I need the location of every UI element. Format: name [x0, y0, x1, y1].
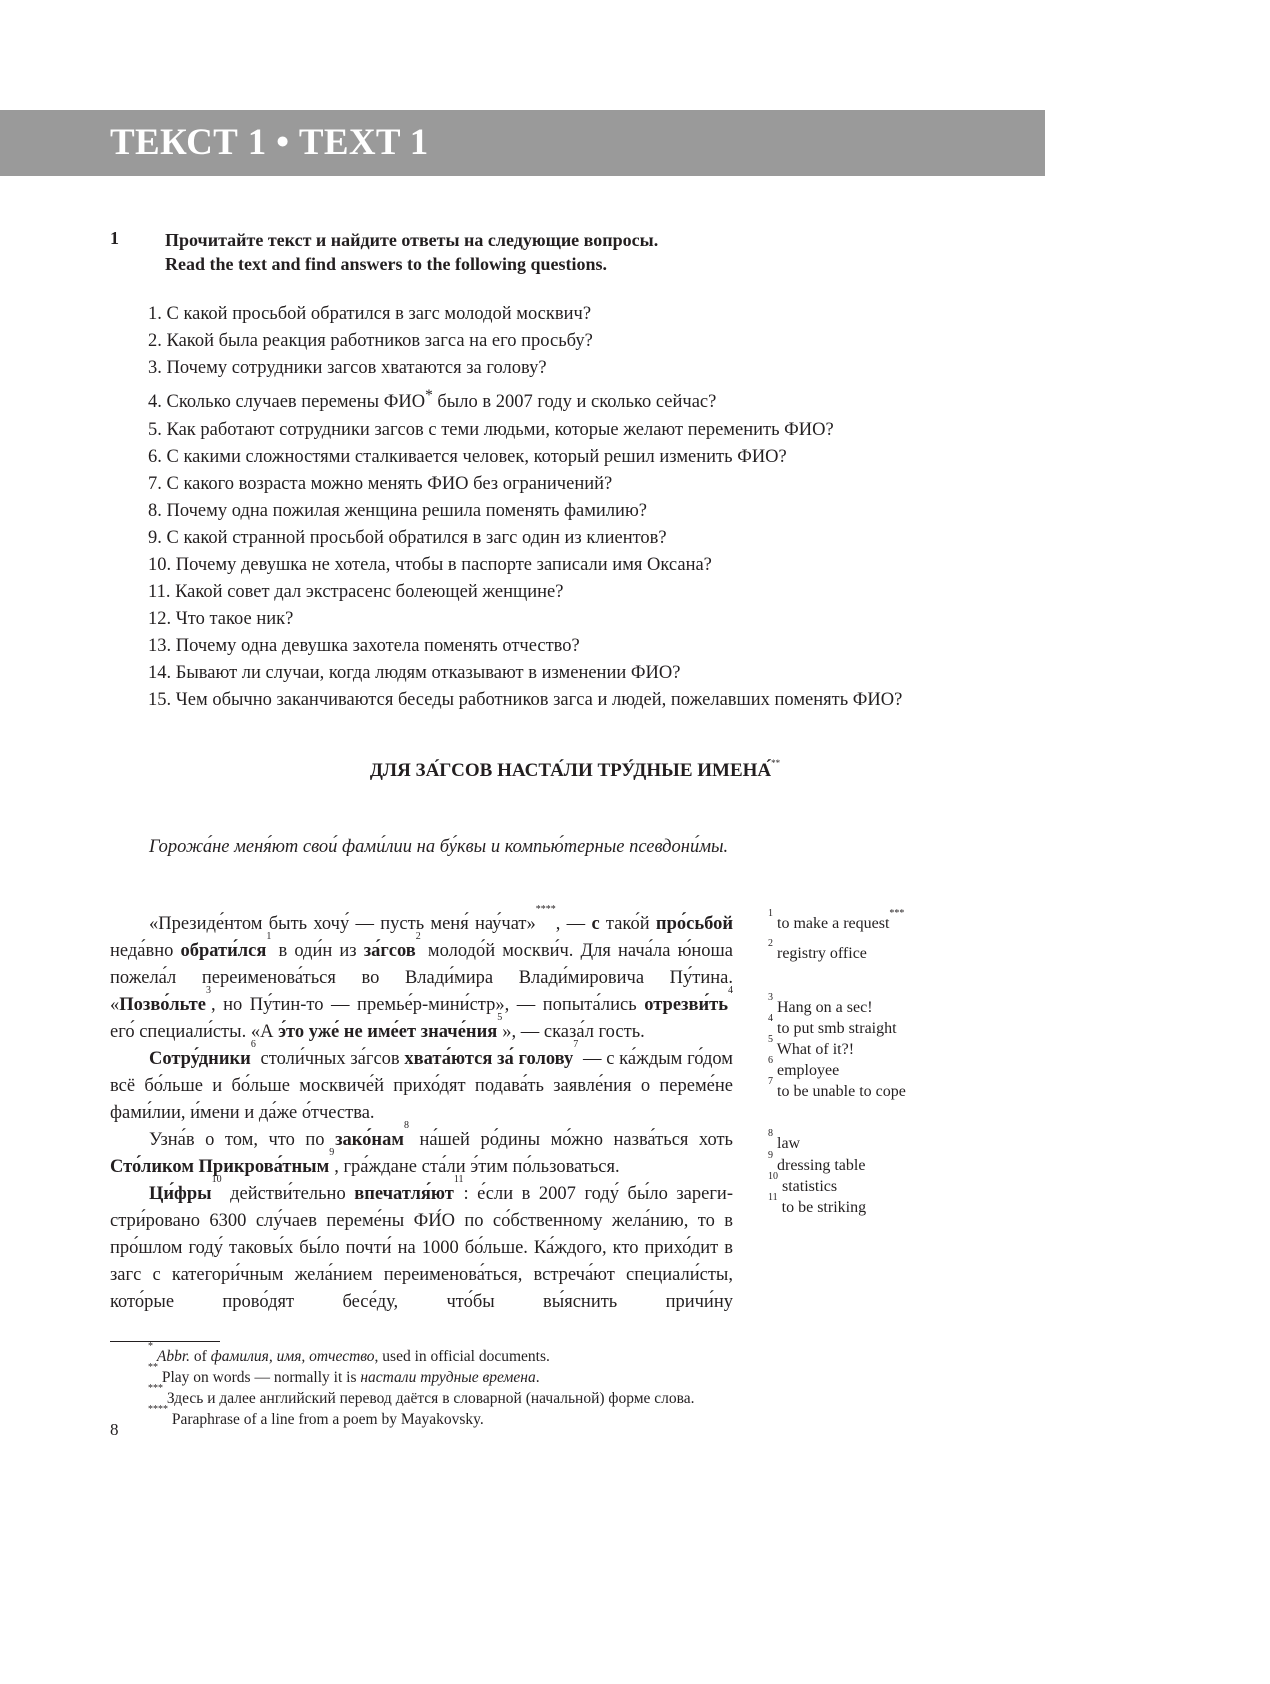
gloss-item: [768, 1013, 897, 1038]
text-run: 2. Какой была реакция работников загса на его просьбу?: [148, 331, 593, 352]
gloss-text: to put smb straight: [777, 1020, 897, 1037]
text-run: 10. Почему девушка не хотела, чтобы в паспорте записали имя Оксана?: [148, 555, 712, 575]
text-run: на́шей ро́дины мо́жно назва́ться хоть: [408, 1130, 733, 1150]
text-run: 1. С какой просьбой обратился в загс молодой москвич?: [148, 304, 592, 324]
glossed-term: зако́нам: [335, 1130, 404, 1150]
gloss-text: dressing table: [777, 1157, 866, 1174]
article-paragraph: [110, 1039, 733, 1127]
question-item: [148, 471, 902, 498]
text-run: 14. Бывают ли случаи, когда людям отказывают в изменении ФИО?: [148, 663, 681, 684]
gloss-number: 10: [768, 1171, 778, 1182]
question-item: [148, 525, 902, 552]
footnote: [148, 1383, 695, 1408]
instruction-ru: Прочитайте текст и найдите ответы на следующие вопросы.: [165, 230, 659, 250]
footnote: [148, 1362, 540, 1387]
article-lead: Горожа́не меня́ют свои́ фами́лии на бу́квы и компью́терные псевдони́мы.: [149, 837, 729, 857]
glossed-term: Сотру́дники: [149, 1049, 251, 1069]
text-run: молодо́й москви́ч. Для нача́ла ю́ноша пожела́л переименова́ться во Влади́мира Влади́мировича Пу́тина. «: [110, 941, 733, 1015]
gloss-item: [768, 1055, 840, 1080]
gloss-text: registry office: [777, 945, 867, 962]
gloss-text: to be unable to cope: [777, 1083, 906, 1100]
gloss-text: to make a request: [777, 915, 890, 932]
glossed-term: про́сьбой: [655, 914, 734, 934]
gloss-text: employee: [777, 1062, 840, 1079]
italic-text: фамилия, имя, отчество: [210, 1348, 375, 1365]
exercise-number: 1: [110, 228, 119, 248]
text-run: of: [190, 1348, 211, 1365]
text-run: «Президе́нтом быть хочу́ — пусть меня́ нау́чат»: [149, 914, 536, 934]
article-title: [0, 760, 1150, 782]
gloss-item: [768, 908, 905, 933]
gloss-text: Hang on a sec!: [777, 999, 873, 1016]
gloss-text: law: [777, 1135, 801, 1152]
article-paragraph: [110, 904, 734, 1046]
text-run: — с ка́ждым го́дом всё бо́льше и бо́льше москвиче́й прихо́дят подава́ть заявле́ния о переме́не фами́лии, и́мени и да́же о́тчества.: [110, 1049, 733, 1123]
question-item: [148, 417, 902, 444]
question-item: [148, 301, 902, 328]
text-run: », — сказа́л гость.: [502, 1022, 645, 1042]
footnote-ref: 7: [573, 1039, 579, 1050]
gloss-number: 5: [768, 1034, 773, 1045]
gloss-number: 9: [768, 1150, 773, 1161]
text-run: 6. С какими сложностями сталкивается человек, который решил изменить ФИО?: [148, 446, 787, 467]
exercise-instruction: [165, 228, 658, 276]
text-run: , но Пу́тин-то — премье́р-мини́стр», — попыта́лись: [210, 995, 645, 1015]
glossed-term: за́гсов: [363, 941, 416, 961]
text-run: 5. Как работают сотрудники загсов с теми людьми, которые желают переменить ФИО?: [148, 419, 834, 440]
text-run: 9. С какой странной просьбой обратился в загс один из клиентов?: [148, 527, 667, 548]
question-item: [148, 444, 902, 471]
text-run: Здесь и далее английский перевод даётся в словарной (начальной) форме слова.: [163, 1390, 695, 1407]
footnote-ref: **: [148, 1362, 158, 1373]
text-run: .: [535, 1369, 540, 1386]
question-item: [148, 633, 902, 660]
text-run: 3. Почему сотрудники загсов хватаются за голову?: [148, 358, 547, 379]
text-run: 4. Сколько случаев перемены ФИО: [148, 392, 426, 413]
article-body: [110, 904, 734, 1316]
italic-text: настали трудные времена: [360, 1369, 536, 1386]
gloss-number: 1: [768, 908, 773, 919]
glossed-term: Сто́ликом Прикрова́тным: [110, 1157, 330, 1177]
footnote-ref: 10: [211, 1174, 222, 1185]
question-item: [148, 355, 902, 382]
text-run: Узна́в о том, что по: [149, 1130, 336, 1150]
text-run: столи́чных за́гсов: [255, 1049, 405, 1069]
text-run: 7. С какого возраста можно менять ФИО без ограничений?: [148, 473, 613, 494]
text-run: в оди́н из: [271, 941, 364, 961]
article-title-footnote-mark: **: [771, 758, 781, 768]
question-item: [148, 498, 902, 525]
glossed-term: отрезви́ть: [644, 995, 728, 1015]
article-paragraph: [110, 1174, 733, 1316]
gloss-number: 8: [768, 1128, 773, 1139]
article-paragraph: [110, 1120, 733, 1181]
text-run: тако́й: [599, 914, 656, 934]
glossed-term: с: [591, 914, 600, 934]
text-run: Paraphrase of a line from a poem by Mayakovsky.: [168, 1411, 484, 1428]
glossed-term: Позво́льте: [119, 995, 206, 1015]
footnote-ref: 9: [329, 1147, 335, 1158]
footnote-ref: 11: [453, 1174, 464, 1185]
footnote-ref: 6: [250, 1039, 256, 1050]
question-item: [148, 552, 902, 579]
text-run: , —: [555, 914, 592, 934]
gloss-item: [768, 1192, 867, 1217]
glossed-term: обрати́лся: [180, 941, 267, 961]
question-item: [148, 579, 902, 606]
footnote-ref: 3: [205, 985, 211, 996]
glossed-term: э́то уже́ не име́ет значе́ния: [278, 1022, 498, 1042]
page-number: 8: [110, 1420, 119, 1439]
gloss-text: to be striking: [781, 1199, 867, 1216]
text-run: 13. Почему одна девушка захотела поменять отчество?: [148, 636, 580, 657]
footnote-ref: 1: [266, 931, 272, 942]
gloss-number: 7: [768, 1076, 773, 1087]
footnote-ref: ****: [535, 904, 556, 915]
gloss-number: 3: [768, 992, 773, 1003]
footnote-ref: ***: [148, 1383, 163, 1394]
footnote: [148, 1341, 550, 1366]
gloss-item: [768, 1150, 866, 1175]
text-run: : е́сли в 2007 году́ бы́ло зарегистри́ровано 6300 слу́чаев переме́ны ФИ́О по со́бственному жела́нию, то в про́шлом году́ таковы́х бы́ло почти́ на 1000 бо́льше. Ка́ждого, кто прихо́дит в загс с категори́чным жела́нием переименова́ться, встреча́ют специали́сты, кото́рые прово́дят бесе́ду, что́бы вы́яснить причи́ну: [110, 1184, 733, 1312]
text-run: , гра́ждане ста́ли э́тим по́льзоваться.: [334, 1157, 620, 1177]
question-item: [148, 382, 902, 416]
glossed-term: Ци́фры: [149, 1184, 212, 1204]
gloss-number: 6: [768, 1055, 773, 1066]
gloss-number: 11: [768, 1192, 778, 1203]
gloss-item: [768, 1076, 906, 1101]
question-item: [148, 660, 902, 687]
question-item: [148, 606, 902, 633]
gloss-mark: ***: [889, 908, 905, 919]
footnote-ref: 2: [415, 931, 421, 942]
text-run: неда́вно: [110, 941, 181, 961]
glossed-term: впечатля́ют: [354, 1184, 454, 1204]
footnote: [148, 1404, 484, 1429]
footnote-ref: 4: [728, 985, 733, 996]
instruction-en: Read the text and find answers to the following questions.: [165, 254, 608, 274]
gloss-text: statistics: [782, 1178, 838, 1195]
gloss-item: [768, 938, 867, 963]
text-run: 15. Чем обычно заканчиваются беседы работников загса и людей, пожелавших поменять ФИО?: [148, 690, 903, 711]
gloss-text: What of it?!: [776, 1041, 855, 1058]
footnote-ref: 5: [497, 1012, 503, 1023]
section-title: ТЕКСТ 1 • TEXT 1: [110, 122, 429, 163]
question-list: [148, 301, 902, 715]
gloss-item: [768, 1034, 855, 1059]
text-run: его́ специали́сты. «А: [110, 1022, 279, 1042]
footnote-ref: *: [425, 387, 433, 405]
text-run: действи́тельно: [221, 1184, 355, 1204]
gloss-item: [768, 992, 873, 1017]
footnote-ref: 8: [403, 1120, 409, 1131]
gloss-number: 2: [768, 938, 773, 949]
section-header-band: [0, 110, 1045, 176]
question-item: [148, 328, 902, 355]
text-run: 8. Почему одна пожилая женщина решила поменять фамилию?: [148, 500, 647, 521]
article-title-text: ДЛЯ ЗА́ГСОВ НАСТА́ЛИ ТРУ́ДНЫЕ ИМЕНА́: [369, 760, 772, 781]
footnote-divider: [110, 1341, 220, 1342]
question-item: [148, 687, 902, 714]
italic-text: Abbr.: [156, 1348, 191, 1365]
glossed-term: хвата́ются за́ голову: [404, 1049, 574, 1069]
footnote-ref: *: [148, 1341, 153, 1352]
footnote-ref: ****: [148, 1404, 168, 1415]
text-run: Play on words — normally it is: [158, 1369, 361, 1386]
text-run: 11. Какой совет дал экстрасенс болеющей женщине?: [148, 582, 564, 603]
gloss-number: 4: [768, 1013, 773, 1024]
text-run: 12. Что такое ник?: [148, 609, 294, 630]
gloss-item: [768, 1171, 838, 1196]
text-run: , used in official documents.: [374, 1348, 550, 1365]
text-run: было в 2007 году и сколько сейчас?: [432, 392, 717, 413]
